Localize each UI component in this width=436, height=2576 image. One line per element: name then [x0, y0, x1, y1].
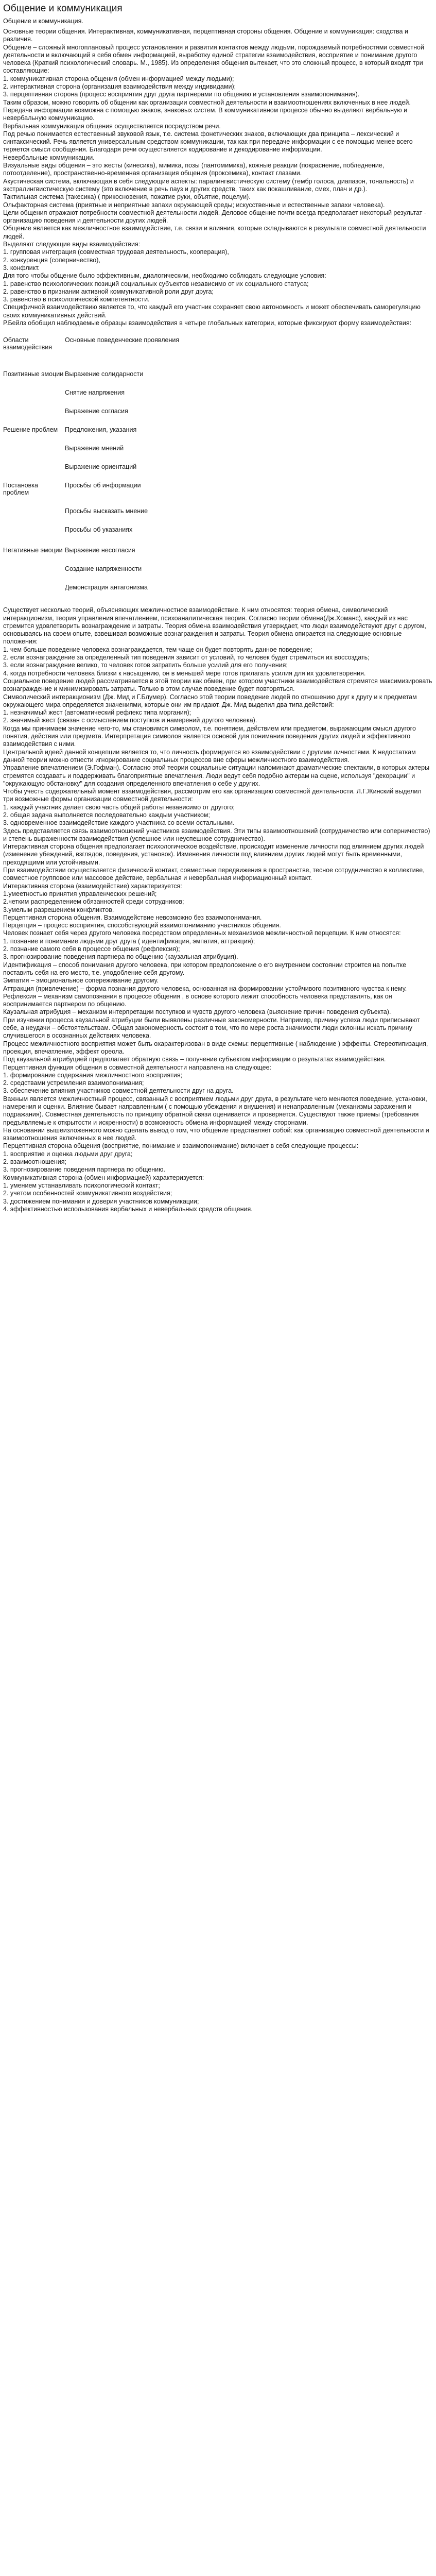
paragraph: Социальное поведение людей рассматривается в этой теории как обмен, при котором участники взаимодействия стремятся максимизировать вознаграждение и минимизировать затраты. Только в этом случае поведение будет повторяться.	[3, 677, 432, 693]
paragraph: Тактильная система (такесика) ( прикосновения, пожатие руки, объятие, поцелуи).	[3, 193, 251, 201]
table-cell-behavior: Предложения, указания	[65, 426, 137, 434]
paragraph: 1. групповая интеграция (совместная трудовая деятельность, кооперация),	[3, 248, 229, 256]
paragraph: Акустическая система, включающая в себя следующие аспекты: паралингвистическую систему (тембр голоса, диапазон, тональность) и экстралингвистическую систему (это включение в речь пауз и других средств, таких как покашливание, смех, плач и др.).	[3, 177, 414, 193]
paragraph: 1. незначимый жест (автоматический рефлекс типа моргания);	[3, 709, 191, 717]
paragraph: Основные теории общения. Интерактивная, коммуникативная, перцептивная стороны общения. Общение и коммуникация: сходства и различия.	[3, 28, 408, 43]
table-cell-behavior: Просьбы об указаниях	[65, 526, 133, 534]
paragraph: 3. прогнозирование поведения партнера по общению.	[3, 1166, 165, 1174]
table-cell-area: Постановка проблем	[3, 482, 38, 497]
paragraph: Перцепция – процесс восприятия, способствующий взаимопониманию участников общения.	[3, 922, 281, 929]
paragraph: 1.умеетностью принятия управленческих решений;	[3, 890, 157, 897]
paragraph: 1. умением устанавливать психологический контакт;	[3, 1181, 160, 1189]
table-row	[3, 426, 433, 433]
paragraph: Человек познает себя через другого человека посредством определенных механизмов межличностной перцепции. К ним относятся:	[3, 929, 401, 937]
page	[0, 0, 436, 1213]
paragraph: Идентификация – способ понимания другого человека, при котором предположение о его внутреннем состоянии строится на попытке поставить себя на его место, т.е. уподобление себя другому.	[3, 961, 407, 976]
paragraph: Под речью понимается естественный звуковой язык, т.е. система фонетических знаков, включающих два принципа – лексический и синтаксический. Речь является универсальным средством коммуникации, так как при передаче информации с ее помощью менее всего теряется смысл сообщения. Благодаря речи осуществляется кодирование и декодирование информации.	[3, 130, 413, 154]
paragraph: Управление впечатлением (Э.Гофман). Согласно этой теории социальные ситуации напоминают драматические спектакли, в которых актеры стремятся создавать и поддерживать благоприятные впечатления. Люди ведут себя подобно актерам на сцене, используя "декорации" и "окружающую обстановку" для создания определенного впечатления о себе у других.	[3, 764, 430, 787]
paragraph: Процесс межличностного восприятия может быть охарактеризован в виде схемы: перцептивные ( наблюдение ) эффекты. Стереотипизация, проекция, впечатление, эффект ореола.	[3, 1040, 428, 1055]
paragraph: 2. интерактивная сторона (организация взаимодействия между индивидами);	[3, 83, 236, 91]
paragraph: 1. равенство психологических позиций социальных субъектов независимо от их социального статуса;	[3, 280, 309, 287]
paragraph: 2. равенство в признании активной коммуникативной роли друг друга;	[3, 287, 214, 295]
table-group	[3, 426, 433, 470]
theories-section	[3, 606, 433, 1213]
paragraph: 2.четким распределением обязанностей среди сотрудников;	[3, 898, 184, 906]
paragraph: Чтобы учесть содержательный момент взаимодействия, рассмотрим его как организацию совместной деятельности. Л.Г.Жинский выделил три возможные формы организации совместной деятельности:	[3, 788, 422, 803]
table-cell-behavior: Выражение ориентаций	[65, 463, 137, 471]
paragraph: Символический интеракционизм (Дж. Мид и Г.Блумер). Согласно этой теории поведение людей по отношению друг к другу и к предметам окружающего мира определяется значениями, которые они им придают. Дж. Мид выделил два типа действий:	[3, 693, 417, 708]
table-cell-behavior: Просьбы высказать мнение	[65, 507, 148, 515]
paragraph: Важным является межличностный процесс, связанный с восприятием людьми друг друга, в результате чего меняются поведение, установки, намерения и оценки. Влияние бывает направленным ( с помощью убеждения и внушения) и ненаправленным (механизмы заражения и подражания). Совместная деятельность по принципу обратной связи оценивается и проверяется. Существуют также приемы (требования предъявляемые к открытости и искренности) в возможность обмена информацией между сторонами.	[3, 1095, 427, 1126]
paragraph: 3. одновременное взаимодействие каждого участника со всеми остальными.	[3, 819, 235, 827]
paragraph: 3. если вознаграждение велико, то человек готов затратить больше усилий для его получения;	[3, 662, 288, 669]
paragraph: Передача информации возможна с помощью знаков, знаковых систем. В коммуникативном процессе обычно выделяют вербальную и невербальную коммуникацию.	[3, 106, 408, 122]
paragraph: 2. значимый жест (связан с осмыслением поступков и намерений другого человека).	[3, 717, 257, 724]
table-cell-behavior: Выражение солидарности	[65, 370, 144, 378]
paragraph: Перцептивная сторона общения (восприятие, понимание и взаимопонимание) включает в себя следующие процессы:	[3, 1142, 359, 1150]
page-title: Общение и коммуникация	[3, 3, 123, 14]
table-group	[3, 547, 433, 591]
table-cell-behavior: Выражение мнений	[65, 445, 124, 452]
paragraph: Цели общения отражают потребности совместной деятельности людей. Деловое общение почти всегда предполагает некоторый результат - организацию поведения и деятельности других людей.	[3, 209, 427, 225]
paragraph: Для того чтобы общение было эффективным, диалогическим, необходимо соблюдать следующие условия:	[3, 272, 326, 280]
table-row	[3, 370, 433, 378]
paragraph: Общение является как межличностное взаимодействие, т.е. связи и влияния, которые складываются в результате совместной деятельности людей.	[3, 225, 426, 240]
paragraph: Существует несколько теорий, объясняющих межличностное взаимодействие. К ним относятся: теория обмена, символический интеракционизм, теория управления впечатлением, психоаналитическая теория. Согласно теории обмена(Дж.Хоманс), каждый из нас стремится удовлетворить вознаграждение и затраты. Теория обмена взаимодействия утверждает, что люди взаимодействуют друг с другом, основываясь на своем опыте, взвешивая возможные вознаграждения и затраты. Теория обмена опирается на следующие основные положения:	[3, 606, 426, 646]
paragraph: Общение – сложный многоплановый процесс установления и развития контактов между людьми, порождаемый потребностями совместной деятельности и включающий в себя обмен информацией, выработку единой стратегии взаимодействия, восприятие и понимание другого человека (Краткий психологический словарь. М., 1985). Из определения общения вытекает, что это сложный процесс, в который входят три составляющие:	[3, 43, 424, 75]
table-row	[3, 565, 433, 572]
paragraph: 2. конкуренция (соперничество),	[3, 256, 100, 264]
bales-categories-table	[3, 336, 433, 591]
paragraph: 4. когда потребности человека близки к насыщению, он в меньшей мере готов прилагать усилия для их удовлетворения.	[3, 669, 366, 677]
paragraph: Ольфакторная система (приятные и неприятные запахи окружающей среды; искусственные и естественные запахи человека).	[3, 201, 385, 209]
table-row	[3, 408, 433, 415]
paragraph: 1. чем больше поведение человека вознаграждается, тем чаще он будет повторять данное поведение;	[3, 646, 312, 653]
table-row	[3, 547, 433, 554]
paragraph: 3. конфликт.	[3, 264, 40, 272]
paragraph: 3. достижением понимания и доверия участников коммуникации;	[3, 1197, 199, 1205]
table-cell-behavior: Выражение несогласия	[65, 547, 135, 554]
table-row	[3, 445, 433, 452]
paragraph: 3. обеспечение влияния участников совместной деятельности друг на друга.	[3, 1087, 234, 1095]
paragraph: Эмпатия – эмоциональное сопереживание другому.	[3, 977, 159, 985]
paragraph: Визуальные виды общения – это жесты (кинесика), мимика, позы (пантомимика), кожные реакции (покраснение, побледнение, потоотделение), пространственно-временная организация общения (проксемика), контакт глазами.	[3, 162, 385, 177]
paragraph: 2. общая задача выполняется последовательно каждым участником;	[3, 811, 210, 819]
table-header-row	[3, 336, 433, 351]
paragraph: Под каузальной атрибуцией предполагает обратную связь – получение субъектом информации о результатах взаимодействия.	[3, 1056, 386, 1063]
paragraph: Выделяют следующие виды взаимодействия:	[3, 241, 141, 248]
paragraph: Здесь представляется связь взаимоотношений участников взаимодействия. Эти типы взаимоотношений (сотрудничество или соперничество) и степень выраженности взаимодействия (успешное или неуспешное сотрудничество).	[3, 827, 430, 842]
paragraph: 1. коммуникативная сторона общения (обмен информацией между людьми);	[3, 75, 234, 82]
paragraph: 2. взаимоотношения;	[3, 1158, 66, 1166]
paragraph: Интерактивная сторона (взаимодействие) характеризуется:	[3, 882, 182, 890]
table-group	[3, 370, 433, 415]
table-cell-area: Позитивные эмоции	[3, 370, 64, 378]
paragraph: Перцептивная функция общения в совместной деятельности направлена на следующее:	[3, 1063, 272, 1071]
paragraph: 3. равенство в психологической компетентности.	[3, 296, 150, 303]
intro-section	[3, 28, 433, 327]
paragraph: 2. если вознаграждение за определенный тип поведения зависит от условий, то человек будет стремиться их воссоздать;	[3, 654, 370, 662]
table-cell-behavior: Просьбы об информации	[65, 482, 141, 489]
paragraph: Невербальные коммуникации.	[3, 154, 95, 161]
table-row	[3, 389, 433, 396]
paragraph: 2. учетом особенностей коммуникативного воздействия;	[3, 1190, 172, 1197]
paragraph: 1. восприятие и оценка людьми друг друга;	[3, 1150, 133, 1158]
page-subtitle: Общение и коммуникация.	[3, 18, 83, 25]
paragraph: Каузальная атрибуция – механизм интерпретации поступков и чувств другого человека (выяснение причин поведения субъекта).	[3, 1008, 391, 1016]
paragraph: Специфичной взаимодействию является то, что каждый его участник сохраняет свою автономность и может обеспечивать саморегуляцию своих коммуникативных действий.	[3, 303, 421, 319]
paragraph: Аттракция (привлечение) – форма познания другого человека, основанная на формировании устойчивого позитивного чувства к нему.	[3, 985, 407, 992]
paragraph: Центральной идеей данной концепции является то, что личность формируется во взаимодействии с другими личностями. К недостаткам данной теории можно отнести игнорирование социальных процессов вне сферы межличностного взаимодействия.	[3, 748, 416, 764]
paragraph: Перцептивная сторона общения. Взаимодействие невозможно без взаимопонимания.	[3, 913, 262, 921]
paragraph: Когда мы принимаем значение чего-то, мы становимся символом, т.е. понятием, действием или предметом, выражающим смысл другого понятия, действия или предмета. Интерпретация символов является основой для понимания поведения других людей и эффективного взаимодействия с ними.	[3, 724, 416, 748]
table-header-behavior: Основные поведенческие проявления	[65, 336, 180, 344]
paragraph: 1. каждый участник делает свою часть общей работы независимо от другого;	[3, 803, 235, 811]
table-cell-behavior: Снятие напряжения	[65, 389, 125, 397]
paragraph: Вербальная коммуникация общения осуществляется посредством речи.	[3, 122, 221, 130]
paragraph: На основании вышеизложенного можно сделать вывод о том, что общение представляет собой: как организацию совместной деятельности и взаимоотношения включенных в нее людей.	[3, 1126, 429, 1142]
paragraph: Рефлексия – механизм самопознания в процессе общения , в основе которого лежит способность человека представлять, как он воспринимается партнером по общению.	[3, 992, 392, 1008]
paragraph: 3. прогнозирование поведения партнера по общению (каузальная атрибуция).	[3, 953, 238, 961]
paragraph: Интерактивная сторона общения предполагает психологическое воздействие, происходит изменение личности под влиянием других людей (изменение убеждений, взглядов, поведения, установок). Изменения личности под влиянием других людей могут быть временными, преходящими или устойчивыми.	[3, 843, 424, 866]
paragraph: При взаимодействии осуществляется физический контакт, совместные передвижения в пространстве, тесное сотрудничество в коллективе, совместное групповое или массовое действие, вербальная и невербальная информационный контакт.	[3, 867, 425, 882]
paragraph: Р.Бейлз обобщил наблюдаемые образцы взаимодействия в четыре глобальных категории, которые фиксируют форму взаимодействия:	[3, 319, 412, 327]
paragraph: 2. средствами устремления взаимопонимания;	[3, 1079, 144, 1087]
table-cell-behavior: Демонстрация антагонизма	[65, 584, 148, 591]
table-row	[3, 463, 433, 470]
paragraph: Таким образом, можно говорить об общении как организации совместной деятельности и взаимоотношениях включенных в нее людей.	[3, 98, 411, 106]
table-row	[3, 584, 433, 591]
paragraph: При изучении процесса каузальной атрибуции были выявлены различные закономерности. Например, причину успеха люди приписывают себе, а неудачи – обстоятельствам. Общая закономерность состоит в том, что по мере роста значимости люди склонны искать причину случившегося в осознанных действиях человека.	[3, 1016, 420, 1040]
table-cell-area: Решение проблем	[3, 426, 58, 434]
paragraph: 3.умелым разрешением конфликтов.	[3, 906, 114, 913]
table-group	[3, 482, 433, 533]
table-cell-area: Негативные эмоции	[3, 547, 63, 554]
paragraph: 1. познание и понимание людьми друг друга ( идентификация, эмпатия, аттракция);	[3, 937, 255, 945]
table-row	[3, 482, 433, 496]
paragraph: 3. перцептивная сторона (процесс восприятия друг друга партнерами по общению и установления взаимопонимания).	[3, 91, 360, 98]
table-cell-behavior: Создание напряженности	[65, 565, 142, 573]
table-cell-behavior: Выражение согласия	[65, 408, 128, 415]
paragraph: Коммуникативная сторона (обмен информацией) характеризуется:	[3, 1174, 204, 1181]
table-row	[3, 507, 433, 515]
table-row	[3, 526, 433, 533]
paragraph: 1. формирование содержания межличностного восприятия;	[3, 1071, 183, 1079]
paragraph: 2. познание самого себя в процессе общения (рефлексия);	[3, 945, 180, 953]
paragraph: 4. эффективностью использования вербальных и невербальных средств общения.	[3, 1205, 253, 1213]
table-header-area: Области взаимодействия	[3, 336, 53, 351]
